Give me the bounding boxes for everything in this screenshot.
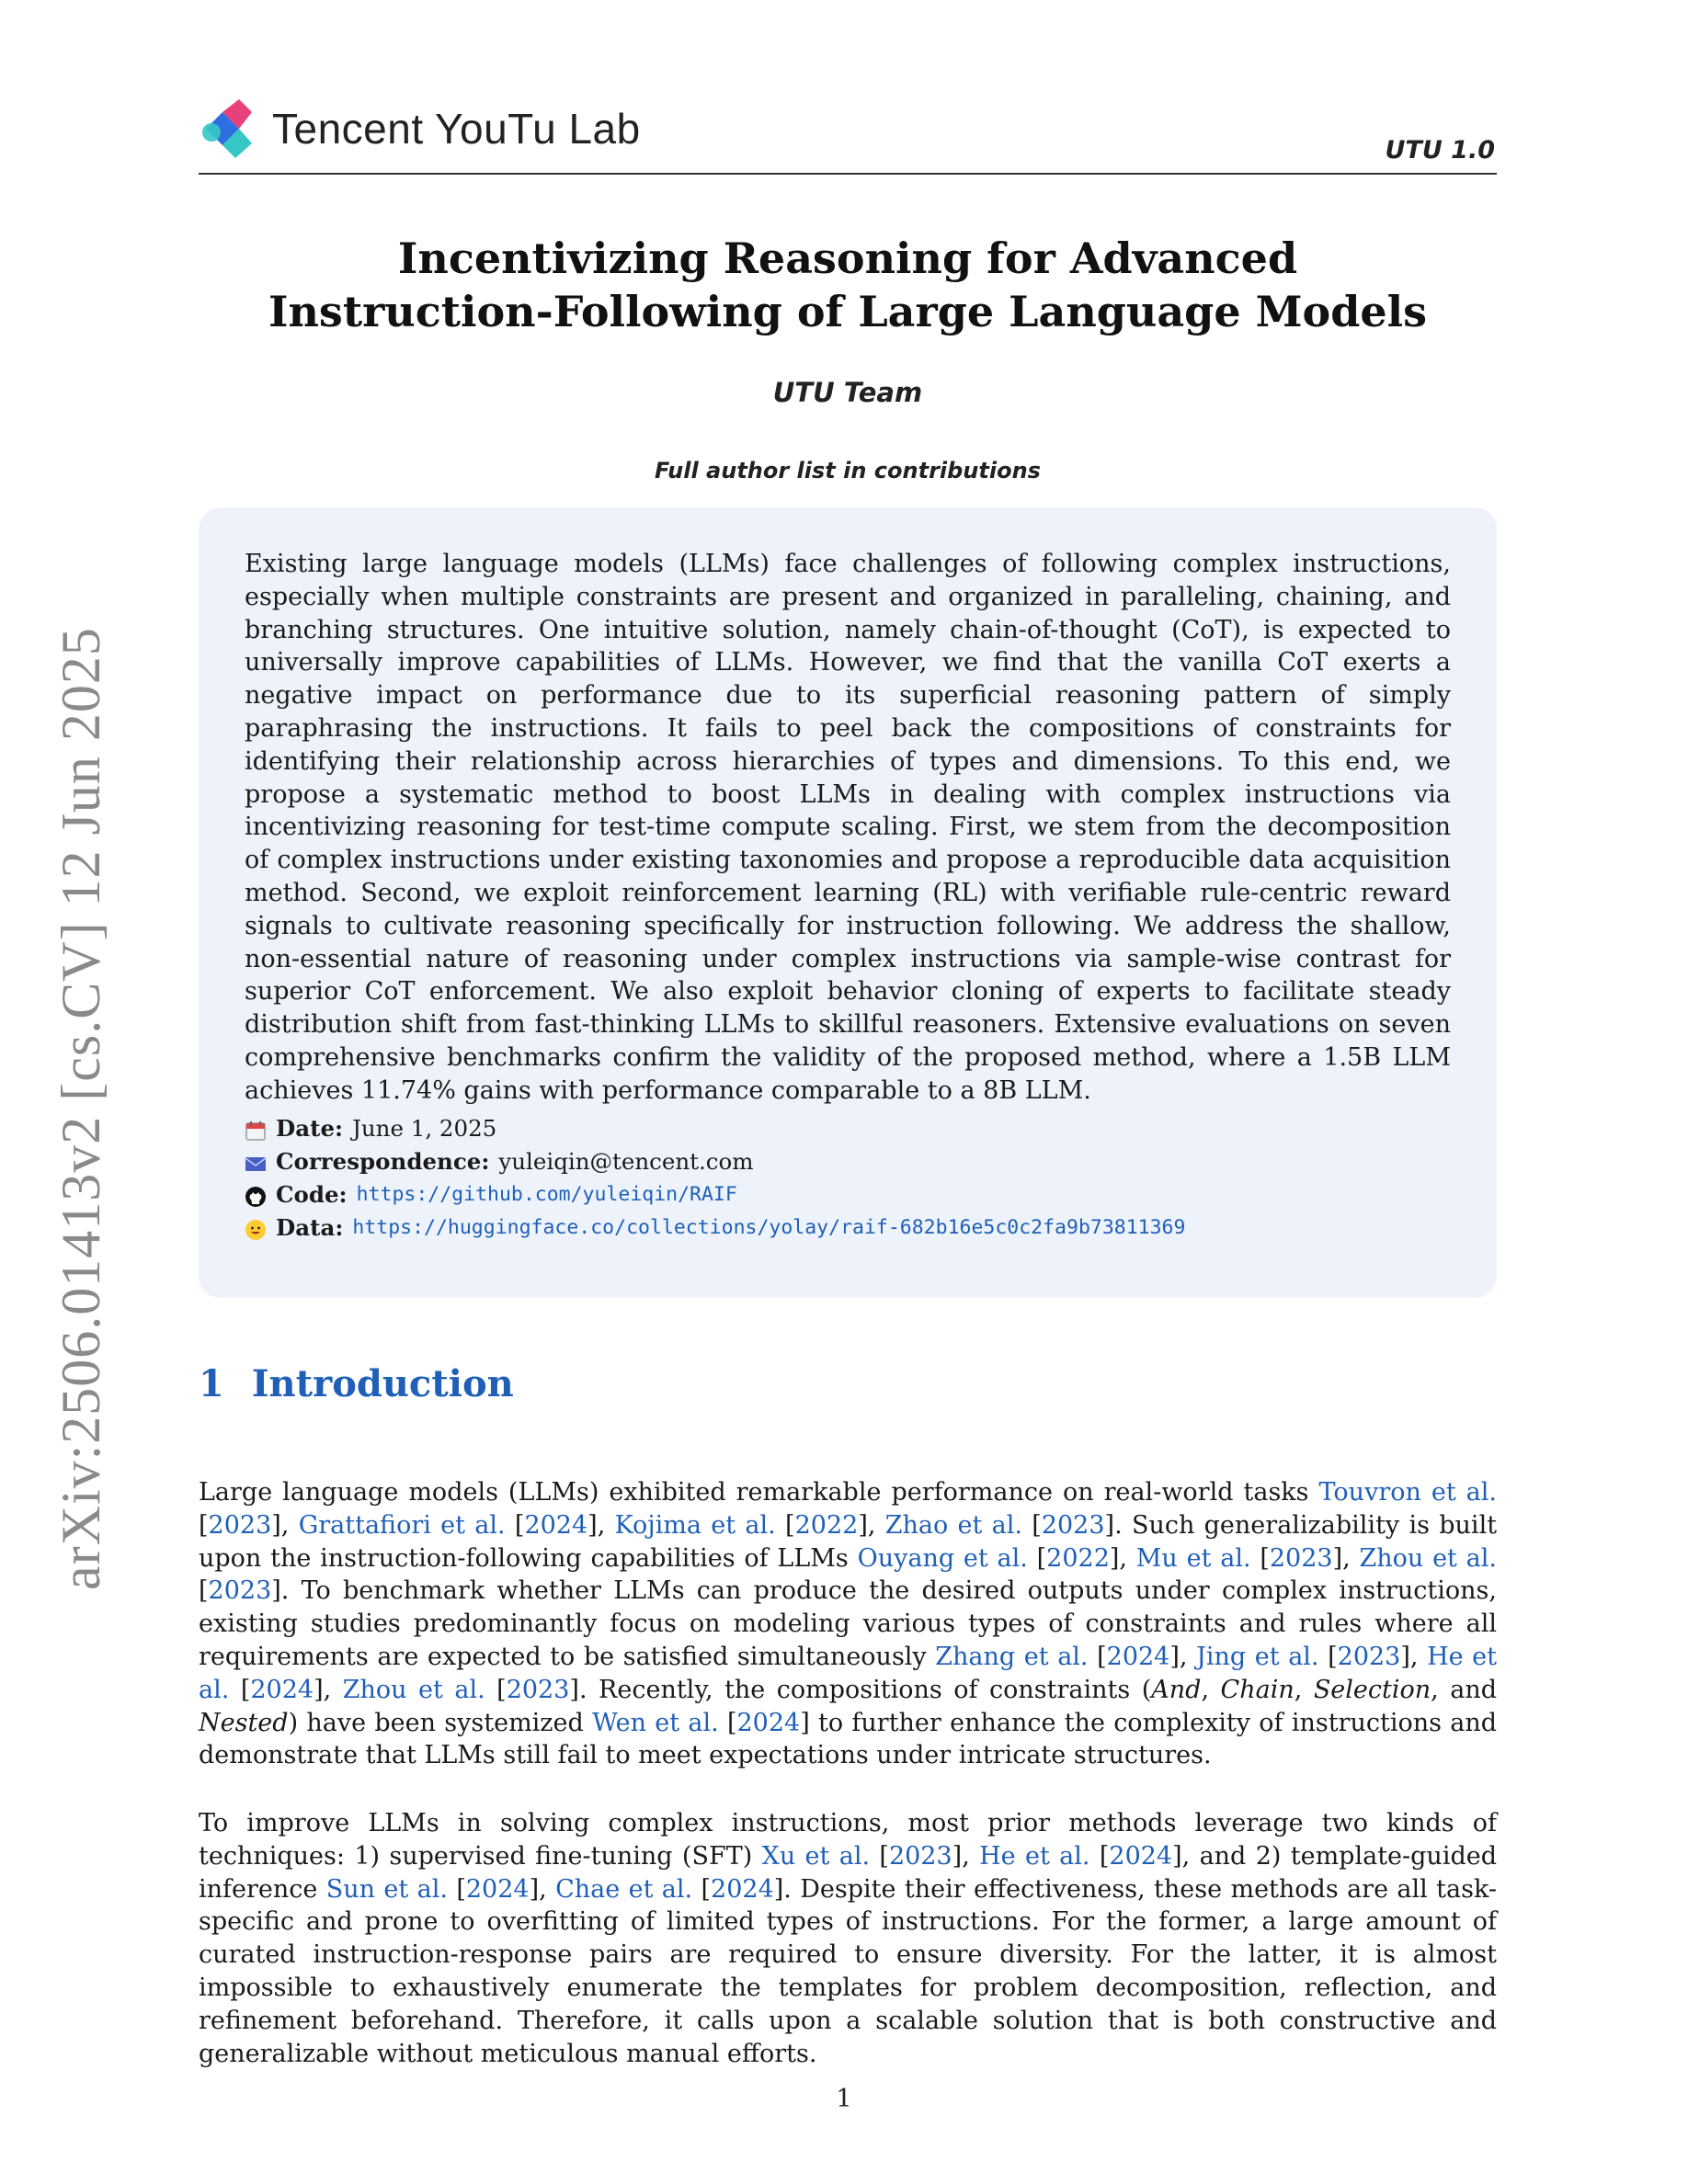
author-note: Full author list in contributions — [655, 458, 1041, 483]
data-row — [245, 1211, 1458, 1245]
paragraph-text: [ — [1088, 1642, 1107, 1671]
citation-link[interactable]: Zhou et al. — [342, 1675, 485, 1704]
emphasis-text: Chain — [1220, 1675, 1295, 1704]
citation-link[interactable]: 2022 — [794, 1510, 859, 1540]
paragraph-text: [ — [718, 1708, 737, 1737]
correspondence-email[interactable]: yuleiqin@tencent.com — [498, 1148, 754, 1175]
paragraph-text: [ — [1318, 1642, 1338, 1671]
version-label: UTU 1.0 — [1385, 136, 1495, 165]
paragraph-text: [ — [485, 1675, 507, 1704]
paragraph-text: [ — [199, 1510, 209, 1540]
citation-link[interactable]: Wen et al. — [592, 1708, 719, 1737]
envelope-icon — [245, 1151, 268, 1173]
paragraph-text: , and — [1431, 1675, 1498, 1704]
paragraph-text: ], — [952, 1841, 980, 1871]
paragraph-text: ], — [1169, 1642, 1197, 1671]
paragraph-text: [ — [692, 1874, 712, 1904]
paragraph-text: , — [1294, 1675, 1314, 1704]
citation-link[interactable]: 2024 — [711, 1874, 774, 1904]
section-heading-introduction — [199, 1362, 514, 1405]
abstract-box — [199, 507, 1497, 1298]
citation-link[interactable]: Sun et al. — [325, 1874, 448, 1904]
arxiv-stamp: arXiv:2506.01413v2 [cs.CV] 12 Jun 2025 — [51, 627, 111, 1590]
paragraph-text: [ — [505, 1510, 525, 1540]
paragraph-text: ], — [1109, 1543, 1136, 1573]
abstract-text: Existing large language models (LLMs) face challenges of following complex instructions, especially when multiple constraints are present and organized in paralleling, chaining, and branching structures. One intuitive solution, namely chain-of-thought (CoT), is expected to universally improve capabilities of LLMs. However, we find that the vanilla CoT exerts a negative impact on performance due to its superficial reasoning pattern of simply paraphrasing the instructions. It fails to peel back the compositions of constraints for identifying their relationship across hierarchies of types and dimensions. To this end, we propose a systematic method to boost LLMs in dealing with complex instructions via incentivizing reasoning for test-time compute scaling. First, we stem from the decomposition of complex instructions under existing taxonomies and propose a reproducible data acquisition method. Second, we exploit reinforcement learning (RL) with verifiable rule-centric reward signals to cultivate reasoning specifically for instruction following. We address the shallow, non-essential nature of reasoning under complex instructions via sample-wise contrast for superior CoT enforcement. We also exploit behavior cloning of experts to facilitate steady distribution shift from fast-thinking LLMs to skillful reasoners. Extensive evaluations on seven comprehensive benchmarks confirm the validity of the proposed method, where a 1.5B LLM achieves 11.74% gains with performance comparable to a 8B LLM. — [245, 550, 1451, 1105]
paragraph-text: ], — [314, 1675, 343, 1704]
date-row — [245, 1112, 1458, 1145]
citation-link[interactable]: 2023 — [888, 1841, 952, 1871]
section-number: 1 — [199, 1362, 224, 1405]
paragraph-text: ], — [1400, 1642, 1428, 1671]
citation-link[interactable]: 2022 — [1046, 1543, 1110, 1573]
emphasis-text: Selection — [1313, 1675, 1431, 1704]
title-line-2: Instruction-Following of Large Language Models — [268, 287, 1428, 336]
citation-link[interactable]: Kojima et al. — [614, 1510, 776, 1540]
paper-title — [199, 232, 1497, 338]
citation-link[interactable]: Touvron et al. — [1318, 1478, 1498, 1507]
citation-link[interactable]: Chae et al. — [555, 1874, 693, 1904]
data-label: Data: — [276, 1214, 344, 1241]
paragraph-text: ], — [1332, 1543, 1360, 1573]
paragraph-text: ]. Such generalizability is built upon the instruction-following capabilities of LLMs — [199, 1510, 1498, 1573]
lab-name: Tencent YouTu Lab — [272, 105, 641, 153]
paragraph-text: [ — [229, 1675, 251, 1704]
paragraph-text: ], — [271, 1510, 299, 1540]
title-line-1: Incentivizing Reasoning for Advanced — [397, 233, 1298, 283]
code-row — [245, 1178, 1458, 1211]
paragraph-text: ], — [587, 1510, 615, 1540]
hugging-face-icon — [245, 1217, 268, 1239]
citation-link[interactable]: Mu et al. — [1135, 1543, 1251, 1573]
paragraph-text: [ — [1089, 1841, 1110, 1871]
paragraph-text: To improve LLMs in solving complex instructions, most prior methods leverage two kinds of techniques: 1) supervised fine-tuning (SFT) — [199, 1809, 1497, 1871]
page-header — [199, 92, 1497, 175]
citation-link[interactable]: 2024 — [524, 1510, 588, 1540]
paper-metadata — [245, 1112, 1458, 1245]
paragraph-text: , — [1201, 1675, 1221, 1704]
citation-link[interactable]: Zhang et al. — [935, 1642, 1089, 1671]
citation-link[interactable]: He et al. — [979, 1841, 1090, 1871]
emphasis-text: Nested — [199, 1708, 289, 1737]
paragraph-text: [ — [1250, 1543, 1270, 1573]
paragraph-text: ] to further enhance the complexity of instructions and demonstrate that LLMs still fail to meet expectations under intricate structures. — [199, 1708, 1497, 1770]
paragraph-text: ]. Despite their effectiveness, these methods are all task-specific and prone to overfitting of limited types of instructions. For the former, a large amount of curated instruction-response pairs are required to ensure diversity. For the latter, it is almost impossible to exhaustively enumerate the templates for problem decomposition, reflection, and refinement beforehand. Therefore, it calls upon a scalable solution that is both constructive and generalizable without meticulous manual efforts. — [199, 1874, 1497, 2068]
citation-link[interactable]: 2023 — [1041, 1510, 1105, 1540]
paragraph-text: ]. Recently, the compositions of constraints ( — [569, 1675, 1152, 1704]
emphasis-text: And — [1151, 1675, 1202, 1704]
calendar-icon — [245, 1118, 268, 1140]
intro-paragraph-1 — [199, 1476, 1497, 1772]
citation-link[interactable]: Zhao et al. — [884, 1510, 1022, 1540]
citation-link[interactable]: 2024 — [465, 1874, 530, 1904]
citation-link[interactable]: 2023 — [1269, 1543, 1333, 1573]
code-link[interactable]: https://github.com/yuleiqin/RAIF — [356, 1183, 737, 1206]
citation-link[interactable]: 2023 — [208, 1576, 272, 1606]
citation-link[interactable]: Zhou et al. — [1359, 1543, 1497, 1573]
citation-link[interactable]: Ouyang et al. — [857, 1543, 1028, 1573]
correspondence-row — [245, 1145, 1458, 1178]
paragraph-text: [ — [870, 1841, 889, 1871]
citation-link[interactable]: Jing et al. — [1196, 1642, 1319, 1671]
citation-link[interactable]: 2024 — [736, 1708, 801, 1737]
paragraph-text: [ — [1027, 1543, 1047, 1573]
paragraph-text: [ — [199, 1576, 209, 1606]
data-link[interactable]: https://huggingface.co/collections/yolay/raif-682b16e5c0c2fa9b73811369 — [352, 1216, 1186, 1239]
citation-link[interactable]: 2024 — [250, 1675, 314, 1704]
paragraph-text: ) have been systemized — [288, 1708, 593, 1737]
intro-paragraph-2 — [199, 1807, 1497, 2070]
tencent-youtu-logo-icon — [199, 96, 261, 162]
paragraph-text: [ — [1021, 1510, 1042, 1540]
paragraph-text: ], — [858, 1510, 885, 1540]
correspondence-label: Correspondence: — [276, 1148, 490, 1175]
date-value: June 1, 2025 — [352, 1115, 497, 1142]
citation-link[interactable]: He et al. — [199, 1642, 1497, 1704]
lab-logo — [199, 96, 641, 162]
code-label: Code: — [276, 1181, 348, 1208]
authors: UTU Team — [772, 377, 923, 408]
citation-link[interactable]: 2023 — [208, 1510, 272, 1540]
date-label: Date: — [276, 1115, 344, 1142]
citation-link[interactable]: Xu et al. — [761, 1841, 871, 1871]
paragraph-text: ], — [529, 1874, 556, 1904]
section-title: Introduction — [251, 1362, 514, 1405]
github-icon — [245, 1184, 268, 1206]
paragraph-text: ]. To benchmark whether LLMs can produce the desired outputs under complex instructions, existing studies predominantly focus on modeling various types of constraints and rules where all requirements are expected to be satisfied simultaneously — [199, 1576, 1497, 1671]
citation-link[interactable]: 2024 — [1109, 1841, 1173, 1871]
paragraph-text: ], and 2) template-guided inference — [199, 1841, 1498, 1904]
page-number: 1 — [836, 2085, 852, 2113]
paragraph-text: [ — [775, 1510, 795, 1540]
paragraph-text: Large language models (LLMs) exhibited remarkable performance on real-world tasks — [199, 1478, 1319, 1507]
citation-link[interactable]: 2023 — [1337, 1642, 1401, 1671]
citation-link[interactable]: 2024 — [1106, 1642, 1170, 1671]
citation-link[interactable]: Grattafiori et al. — [298, 1510, 506, 1540]
citation-link[interactable]: 2023 — [506, 1675, 570, 1704]
paragraph-text: [ — [447, 1874, 466, 1904]
